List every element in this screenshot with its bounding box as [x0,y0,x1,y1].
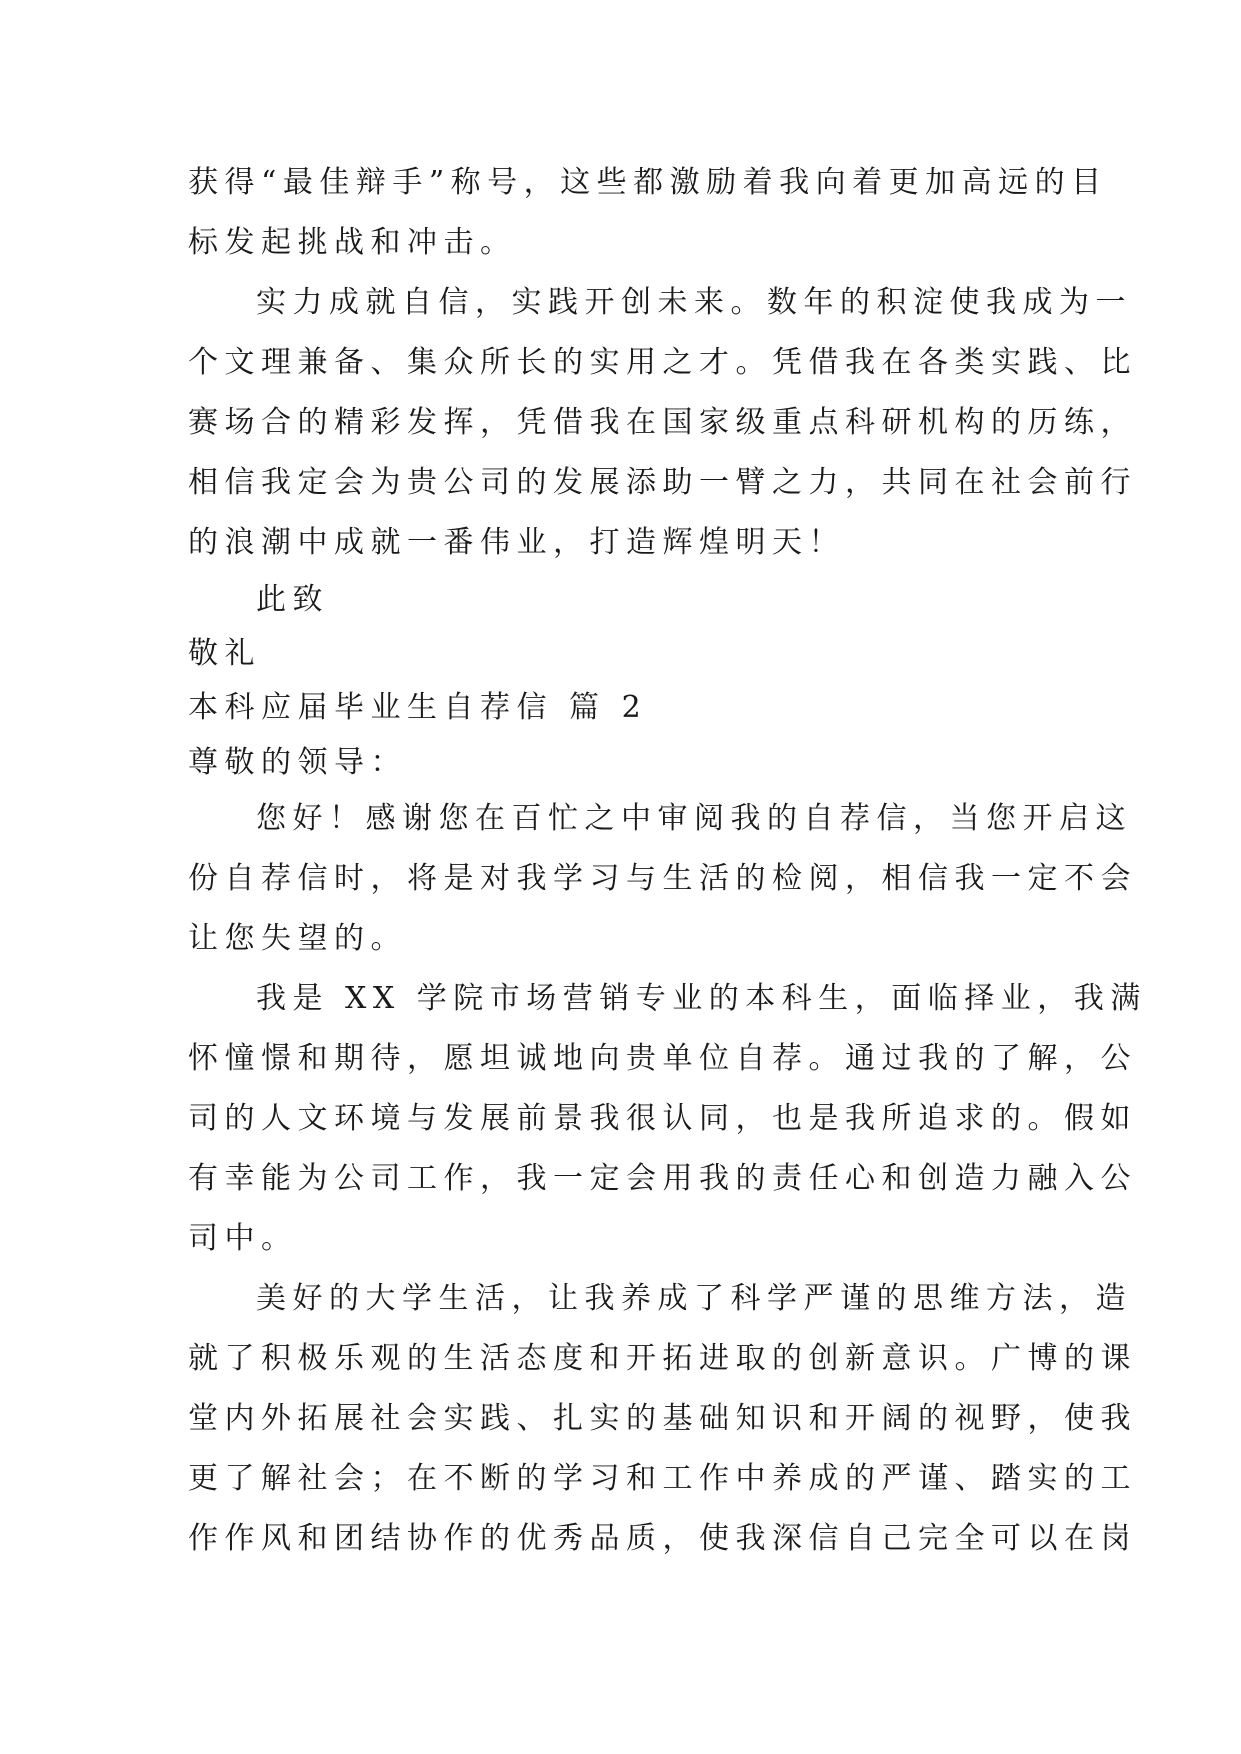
text-line: 个文理兼备、集众所长的实用之才。凭借我在各类实践、比 [188,345,1137,380]
text-line: 司中。 [188,1221,298,1256]
greeting: 尊敬的领导： [188,745,407,780]
text-line: 美好的大学生活，让我养成了科学严谨的思维方法，造 [256,1281,1132,1316]
text-line: 怀憧憬和期待，愿坦诚地向贵单位自荐。通过我的了解，公 [188,1041,1137,1076]
salutation-closing: 敬礼 [188,636,261,671]
text-line: 更了解社会；在不断的学习和工作中养成的严谨、踏实的工 [188,1461,1137,1496]
text-line: 有幸能为公司工作，我一定会用我的责任心和创造力融入公 [188,1161,1137,1196]
text-line: 堂内外拓展社会实践、扎实的基础知识和开阔的视野，使我 [188,1401,1137,1436]
text-line: 就了积极乐观的生活态度和开拓进取的创新意识。广博的课 [188,1341,1137,1376]
text-line: 相信我定会为贵公司的发展添助一臂之力，共同在社会前行 [188,465,1137,500]
text-line: 我是 XX 学院市场营销专业的本科生，面临择业，我满 [256,981,1147,1016]
text-line: 您好！感谢您在百忙之中审阅我的自荐信，当您开启这 [256,801,1132,836]
text-line: 实力成就自信，实践开创未来。数年的积淀使我成为一 [256,285,1132,320]
text-line: 获得“最佳辩手”称号，这些都激励着我向着更加高远的目 [188,165,1108,200]
text-line: 司的人文环境与发展前景我很认同，也是我所追求的。假如 [188,1101,1137,1136]
closing-phrase: 此致 [256,582,329,617]
text-line: 的浪潮中成就一番伟业，打造辉煌明天！ [188,525,845,560]
section-heading: 本科应届毕业生自荐信 篇 2 [188,690,648,725]
text-line: 标发起挑战和冲击。 [188,225,517,260]
text-line: 份自荐信时，将是对我学习与生活的检阅，相信我一定不会 [188,861,1137,896]
text-line: 让您失望的。 [188,921,407,956]
text-line: 作作风和团结协作的优秀品质，使我深信自己完全可以在岗 [188,1521,1137,1556]
text-line: 赛场合的精彩发挥，凭借我在国家级重点科研机构的历练， [188,405,1137,440]
